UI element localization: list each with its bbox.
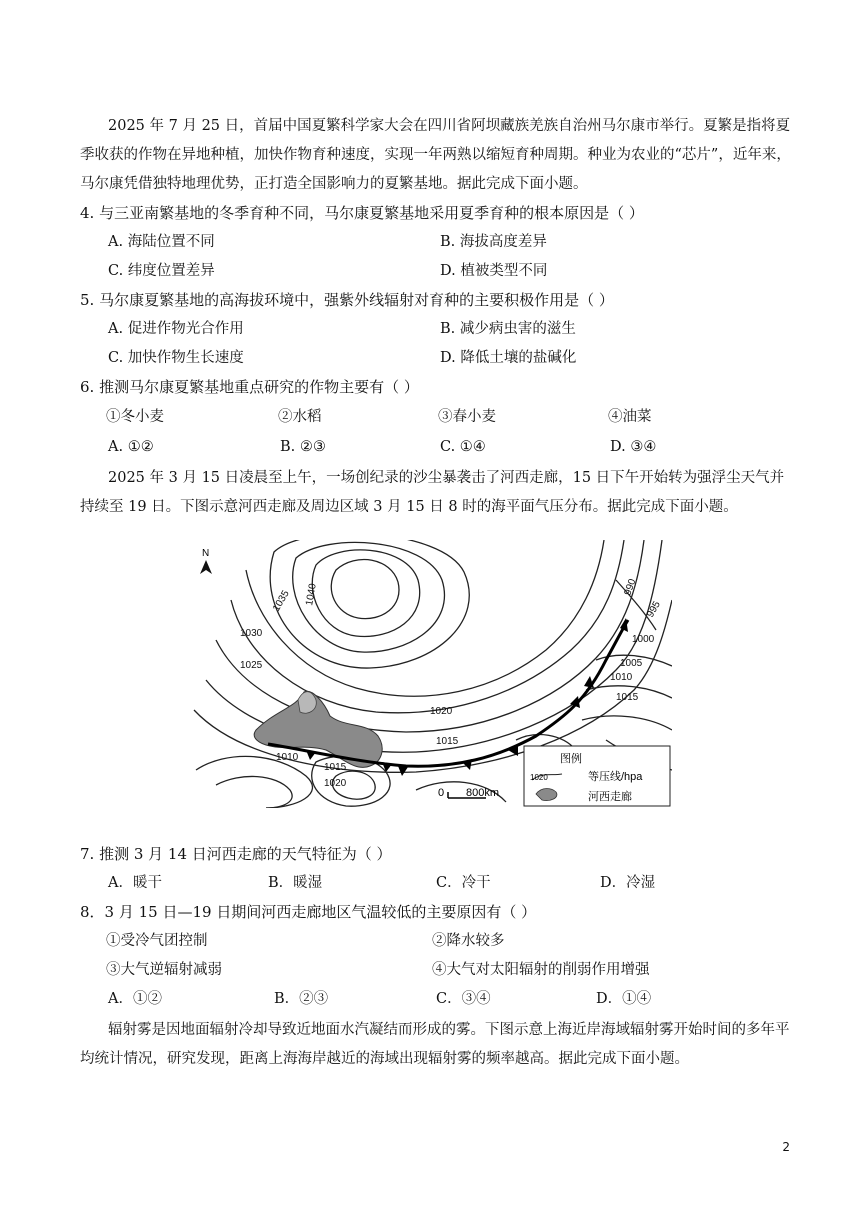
question-5-option-b: B. 减少病虫害的滋生 bbox=[440, 321, 576, 337]
question-6-item-4: ④油菜 bbox=[608, 409, 652, 425]
isobar-label: 1000 bbox=[632, 634, 655, 645]
question-7-option-a: A．暖干 bbox=[108, 875, 162, 891]
isobar-label: 1015 bbox=[324, 762, 347, 773]
passage-dust-storm: 2025 年 3 月 15 日凌晨至上午，一场创纪录的沙尘暴袭击了河西走廊，15 日下午开始转为强浮尘天气并持续至 19 日。下图示意河西走廊及周边区域 3 月 15 日 8 时的海平面气压分布。据此完成下面小题。 bbox=[80, 470, 785, 515]
isobar-label: 995 bbox=[645, 599, 663, 620]
isobar-label: 1020 bbox=[324, 778, 347, 789]
question-8-item-2: ②降水较多 bbox=[432, 933, 505, 949]
svg-text:图例: 图例 bbox=[560, 753, 582, 765]
question-6-item-2: ②水稻 bbox=[278, 409, 322, 425]
isobar-label: 1035 bbox=[271, 588, 292, 614]
question-4-stem: 4. 与三亚南繁基地的冬季育种不同，马尔康夏繁基地采用夏季育种的根本原因是（ ） bbox=[80, 204, 644, 222]
question-8-option-a: A．①② bbox=[108, 991, 162, 1007]
isobar-label: 1030 bbox=[240, 628, 263, 639]
question-8-item-4: ④大气对太阳辐射的削弱作用增强 bbox=[432, 962, 650, 978]
isobar-map bbox=[186, 540, 672, 808]
question-6-option-a: A. ①② bbox=[108, 439, 154, 455]
isobar-label: 1010 bbox=[610, 672, 633, 683]
question-4-option-a: A. 海陆位置不同 bbox=[108, 234, 215, 250]
isobar-label: 1025 bbox=[240, 660, 263, 671]
isobar-label: 1020 bbox=[430, 706, 453, 717]
isobar-label: 1040 bbox=[304, 582, 319, 607]
question-7-option-d: D．冷湿 bbox=[600, 875, 656, 891]
question-4-option-c: C. 纬度位置差异 bbox=[108, 263, 215, 279]
map-legend bbox=[524, 746, 670, 806]
question-5-option-d: D. 降低土壤的盐碱化 bbox=[440, 350, 577, 366]
question-8-option-b: B．②③ bbox=[274, 991, 329, 1007]
question-6-option-d: D. ③④ bbox=[610, 439, 657, 455]
question-6-item-1: ①冬小麦 bbox=[106, 409, 164, 425]
svg-text:河西走廊: 河西走廊 bbox=[588, 791, 632, 803]
question-5-option-a: A. 促进作物光合作用 bbox=[108, 321, 244, 337]
isobar-label: 1015 bbox=[436, 736, 459, 747]
isobar-label: 1015 bbox=[616, 692, 639, 703]
question-8-option-d: D．①④ bbox=[596, 991, 652, 1007]
svg-text:800km: 800km bbox=[466, 787, 500, 799]
question-5-stem: 5. 马尔康夏繁基地的高海拔环境中，强紫外线辐射对育种的主要积极作用是（ ） bbox=[80, 291, 614, 309]
passage-summer-breeding: 2025 年 7 月 25 日，首届中国夏繁科学家大会在四川省阿坝藏族羌族自治州马尔康市举行。夏繁是指将夏季收获的作物在异地种植，加快作物育种速度，实现一年两熟以缩短育种周期。种业为农业的“芯片”，近年来，马尔康凭借独特地理优势，正打造全国影响力的夏繁基地。据此完成下面小题。 bbox=[80, 118, 791, 192]
question-7-option-c: C．冷干 bbox=[436, 875, 491, 891]
passage-radiation-fog: 辐射雾是因地面辐射冷却导致近地面水汽凝结而形成的雾。下图示意上海近岸海域辐射雾开始时间的多年平均统计情况，研究发现，距离上海海岸越近的海域出现辐射雾的频率越高。据此完成下面小题。 bbox=[80, 1022, 790, 1067]
svg-text:等压线/hpa: 等压线/hpa bbox=[588, 771, 643, 783]
question-5-option-c: C. 加快作物生长速度 bbox=[108, 350, 244, 366]
question-8-stem: 8．3 月 15 日—19 日期间河西走廊地区气温较低的主要原因有（ ） bbox=[80, 903, 537, 921]
svg-text:N: N bbox=[202, 548, 210, 559]
svg-text:1020: 1020 bbox=[530, 773, 548, 782]
page-number: 2 bbox=[782, 1140, 790, 1154]
question-8-item-1: ①受冷气团控制 bbox=[106, 933, 208, 949]
question-6-option-c: C. ①④ bbox=[440, 439, 486, 455]
question-6-item-3: ③春小麦 bbox=[438, 409, 496, 425]
question-4-option-d: D. 植被类型不同 bbox=[440, 263, 548, 279]
question-4-option-b: B. 海拔高度差异 bbox=[440, 234, 547, 250]
question-8-option-c: C．③④ bbox=[436, 991, 491, 1007]
isobar-label: 990 bbox=[622, 577, 639, 598]
svg-text:0: 0 bbox=[438, 787, 445, 799]
question-7-stem: 7. 推测 3 月 14 日河西走廊的天气特征为（ ） bbox=[80, 845, 392, 863]
question-7-option-b: B．暖湿 bbox=[268, 875, 323, 891]
isobar-label: 1005 bbox=[620, 658, 643, 669]
isobar-label: 1010 bbox=[276, 752, 299, 763]
question-6-option-b: B. ②③ bbox=[280, 439, 326, 455]
question-8-item-3: ③大气逆辐射减弱 bbox=[106, 962, 222, 978]
question-6-stem: 6. 推测马尔康夏繁基地重点研究的作物主要有（ ） bbox=[80, 378, 419, 396]
